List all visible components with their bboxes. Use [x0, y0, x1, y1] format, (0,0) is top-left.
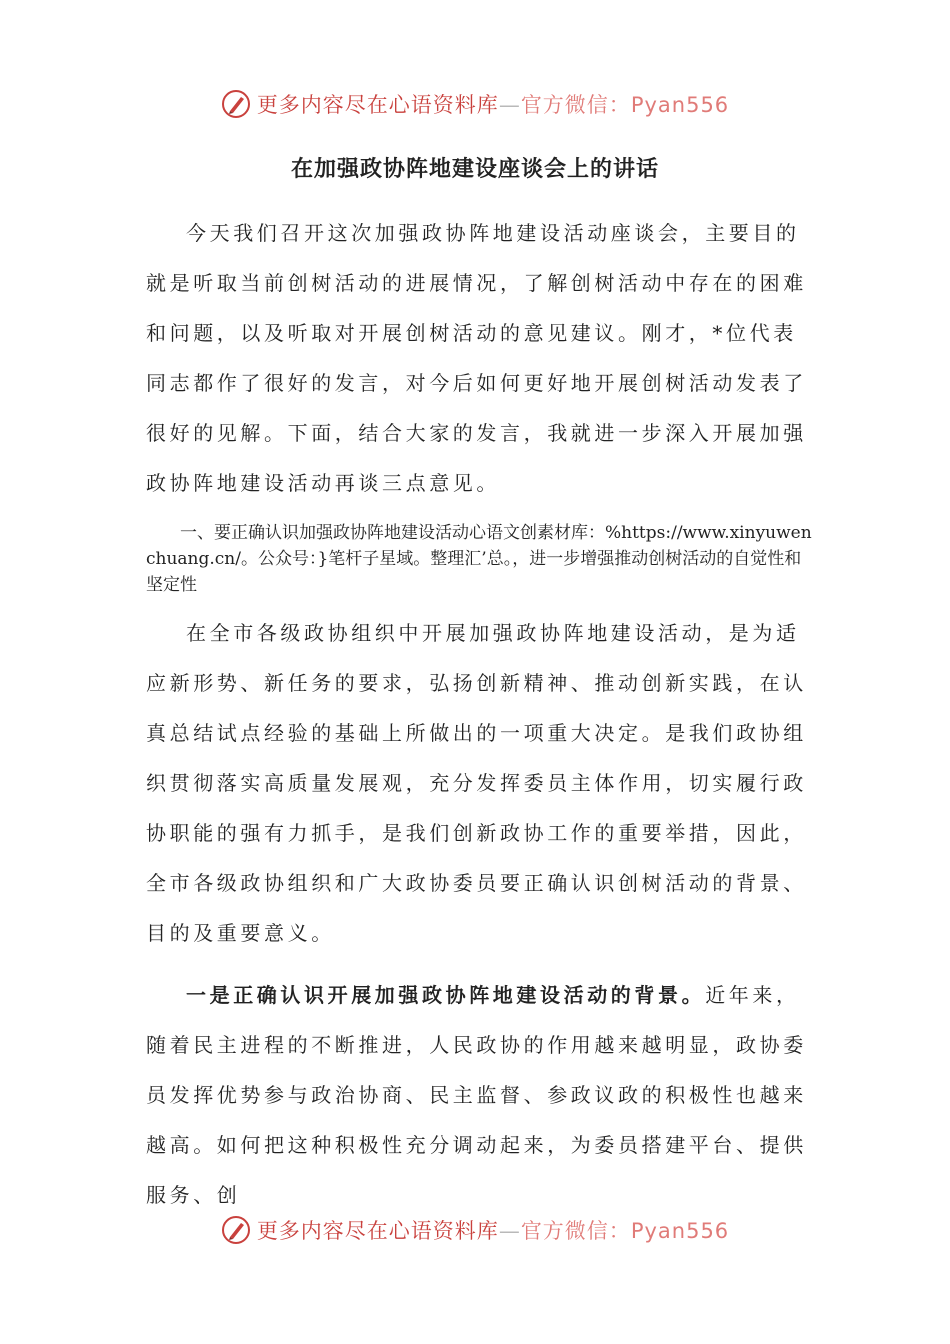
banner-separator: — — [498, 1219, 521, 1243]
paragraph-point-1 — [146, 970, 808, 1220]
point-1-lead: 一是正确认识开展加强政协阵地建设活动的背景。 — [186, 983, 706, 1007]
section-heading-1: 一、要正确认识加强政协阵地建设活动心语文创素材库：%https://www.xinyuwenchuang.cn/。公众号：}笔杆子星域。整理汇’总。，进一步增强推动创树活动的自觉性和坚定性 — [146, 523, 812, 595]
banner-wechat-label: 官方微信： — [520, 93, 631, 117]
banner-brand: 更多内容尽在心语资料库 — [256, 93, 499, 117]
banner-wechat-label: 官方微信： — [520, 1219, 631, 1243]
banner-brand: 更多内容尽在心语资料库 — [256, 1219, 499, 1243]
paragraph-intro: 今天我们召开这次加强政协阵地建设活动座谈会，主要目的就是听取当前创树活动的进展情况，了解创树活动中存在的困难和问题，以及听取对开展创树活动的意见建议。刚才，*位代表同志都作了很好的发言，对今后如何更好地开展创树活动发表了很好的见解。下面，结合大家的发言，我就进一步深入开展加强政协阵地建设活动再谈三点意见。 — [146, 221, 807, 495]
banner-text — [257, 89, 729, 119]
footer-watermark-banner — [0, 1210, 950, 1250]
document-title: 在加强政协阵地建设座谈会上的讲话 — [290, 156, 659, 182]
pen-logo-icon — [221, 89, 251, 119]
paragraph-section-1: 在全市各级政协组织中开展加强政协阵地建设活动，是为适应新形势、新任务的要求，弘扬创新精神、推动创新实践，在认真总结试点经验的基础上所做出的一项重大决定。是我们政协组织贯彻落实高质量发展观，充分发挥委员主体作用，切实履行政协职能的强有力抓手，是我们创新政协工作的重要举措，因此，全市各级政协组织和广大政协委员要正确认识创树活动的背景、目的及重要意义。 — [146, 621, 807, 945]
pen-logo-icon — [221, 1215, 251, 1245]
header-watermark-banner — [0, 84, 950, 124]
banner-separator: — — [498, 93, 521, 117]
banner-wechat-id: Pyan556 — [630, 1219, 730, 1243]
banner-wechat-id: Pyan556 — [630, 93, 730, 117]
point-1-body: 近年来，随着民主进程的不断推进，人民政协的作用越来越明显，政协委员发挥优势参与政治协商、民主监督、参政议政的积极性也越来越高。如何把这种积极性充分调动起来，为委员搭建平台、提供服务、创 — [146, 983, 807, 1207]
banner-text — [257, 1215, 729, 1245]
